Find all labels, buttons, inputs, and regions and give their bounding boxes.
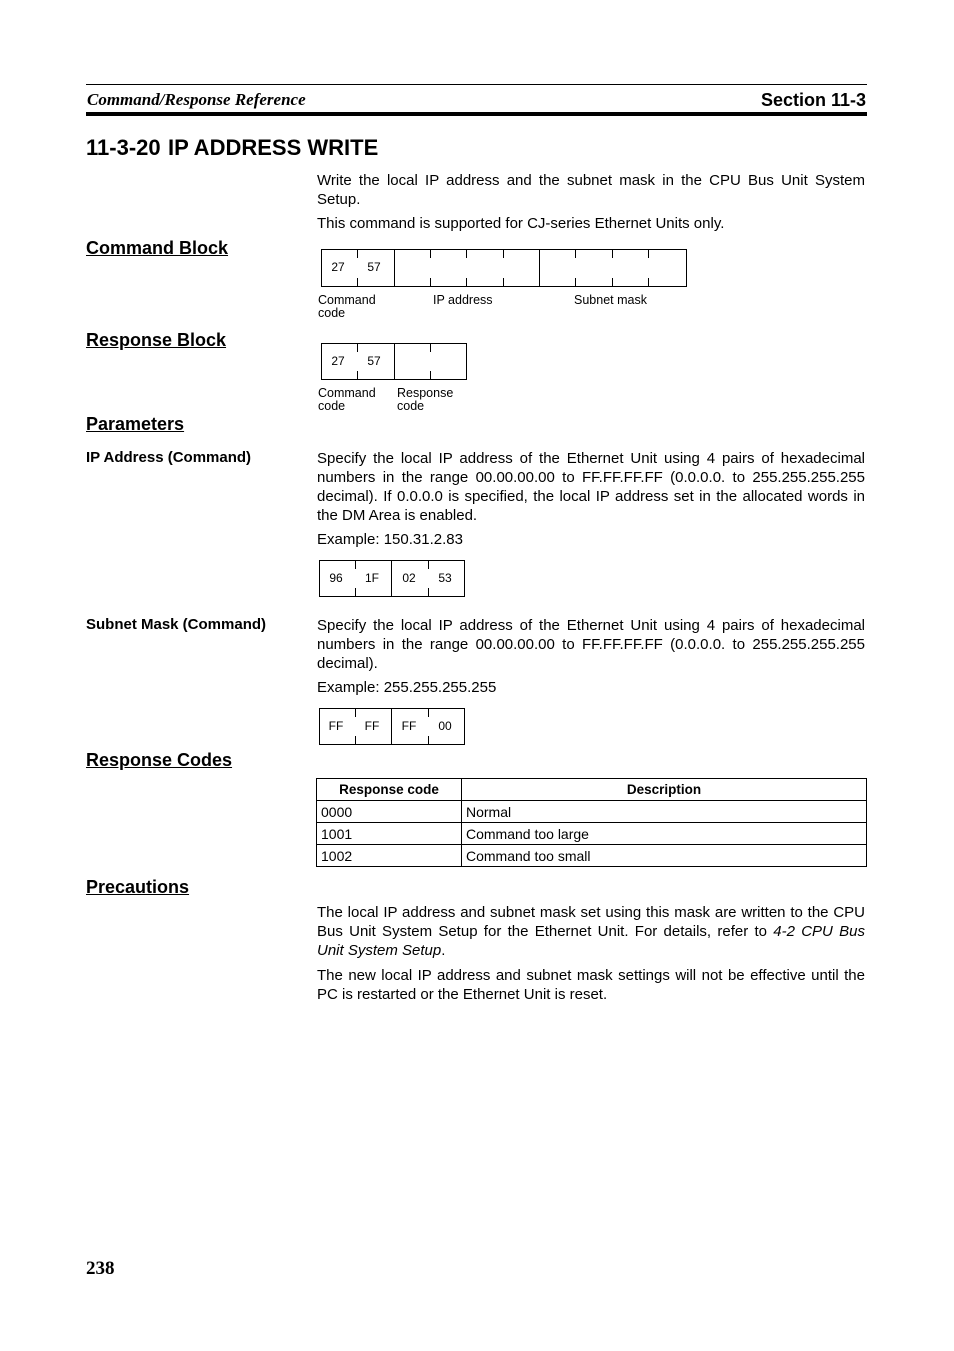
- ip-address-param-label: IP Address (Command): [86, 449, 252, 466]
- response-codes-table: [316, 778, 867, 867]
- ip-address-example: Example: 150.31.2.83: [317, 531, 463, 548]
- byte-tick: [357, 371, 358, 380]
- intro-paragraph-2: This command is supported for CJ-series Ethernet Units only.: [317, 215, 725, 232]
- byte-tick: [466, 249, 467, 258]
- running-header-title: Command/Response Reference: [87, 90, 306, 109]
- byte-tick: [430, 371, 431, 380]
- caption-line: code: [397, 399, 425, 413]
- response-codes-heading: Response Codes: [86, 750, 233, 770]
- response-code-cell: 0000: [317, 801, 462, 823]
- byte-tick: [430, 249, 431, 258]
- ip-byte: 53: [438, 571, 452, 585]
- subnet-mask-param-text: Specify the local IP address of the Ethernet Unit using 4 pairs of hexadecimal numbers in the range 00.00.00.00 to FF.FF.FF.FF (0.0.0.0. to 255.255.255.255 decimal).: [317, 617, 865, 672]
- command-byte: 27: [331, 260, 345, 274]
- ip-byte: 02: [402, 571, 416, 585]
- subnet-mask-example: Example: 255.255.255.255: [317, 679, 497, 696]
- command-block-heading: Command Block: [86, 238, 229, 258]
- divider: [394, 249, 395, 287]
- header-rule-top: [86, 84, 867, 85]
- response-code-cell: 1002: [317, 845, 462, 867]
- ip-byte: 96: [329, 571, 343, 585]
- header-rule-bottom: [86, 112, 867, 116]
- column-header: Response code: [317, 779, 462, 801]
- byte-tick: [575, 278, 576, 287]
- section-number: 11-3-20: [86, 135, 161, 160]
- caption-command-code: [318, 387, 376, 413]
- caption-line: Response: [397, 386, 454, 400]
- response-block-heading: Response Block: [86, 330, 227, 350]
- parameters-heading: Parameters: [86, 414, 185, 434]
- description-cell: Command too small: [462, 845, 867, 867]
- precautions-text: .: [441, 942, 446, 959]
- byte-tick: [648, 249, 649, 258]
- caption-ip-address: IP address: [433, 293, 493, 307]
- column-header: Description: [462, 779, 867, 801]
- subnet-byte: FF: [364, 719, 380, 733]
- caption-line: code: [318, 306, 346, 320]
- divider: [539, 249, 540, 287]
- page-title: [86, 135, 378, 161]
- byte-tick: [648, 278, 649, 287]
- precautions-heading: Precautions: [86, 877, 190, 897]
- response-byte: 27: [331, 354, 345, 368]
- response-byte: 57: [367, 354, 381, 368]
- ip-address-param-text: Specify the local IP address of the Ethernet Unit using 4 pairs of hexadecimal numbers in the range 00.00.00.00 to FF.FF.FF.FF (0.0.0.0. to 255.255.255.255 decimal). If 0.0.0.0 is specified, the local IP address set in the allocated words in the DM Area is enabled.: [317, 450, 865, 524]
- table-header-row: [317, 779, 867, 801]
- byte-tick: [575, 249, 576, 258]
- divider: [394, 343, 395, 380]
- subnet-byte: FF: [401, 719, 417, 733]
- byte-tick: [355, 708, 356, 717]
- page-number: 238: [86, 1258, 115, 1279]
- description-cell: Normal: [462, 801, 867, 823]
- precautions-text: The local IP address and subnet mask set using this mask are written to the CPU Bus Unit System Setup for the Ethernet Unit. For details, refer to: [317, 904, 865, 940]
- caption-line: Command: [318, 293, 376, 307]
- table-row: [317, 845, 867, 867]
- byte-tick: [428, 588, 429, 597]
- caption-command-code: [318, 294, 376, 320]
- byte-tick: [430, 278, 431, 287]
- byte-tick: [355, 736, 356, 745]
- byte-tick: [466, 278, 467, 287]
- byte-tick: [428, 736, 429, 745]
- description-cell: Command too large: [462, 823, 867, 845]
- subnet-byte: FF: [328, 719, 344, 733]
- byte-tick: [357, 249, 358, 258]
- caption-subnet-mask: Subnet mask: [574, 293, 647, 307]
- command-byte: 57: [367, 260, 381, 274]
- precautions-paragraph-1: [317, 903, 865, 960]
- subnet-mask-param-label: Subnet Mask (Command): [86, 616, 267, 633]
- byte-tick: [503, 278, 504, 287]
- byte-tick: [357, 343, 358, 352]
- byte-tick: [355, 560, 356, 569]
- byte-tick: [355, 588, 356, 597]
- precautions-paragraph-2: The new local IP address and subnet mask settings will not be effective until the PC is restarted or the Ethernet Unit is reset.: [317, 967, 865, 1003]
- byte-tick: [430, 343, 431, 352]
- caption-line: code: [318, 399, 346, 413]
- byte-tick: [428, 560, 429, 569]
- intro-paragraph-1: Write the local IP address and the subnet mask in the CPU Bus Unit System Setup.: [317, 172, 865, 208]
- byte-tick: [503, 249, 504, 258]
- byte-tick: [428, 708, 429, 717]
- byte-tick: [612, 278, 613, 287]
- section-label: Section 11-3: [760, 90, 866, 110]
- ip-byte: 1F: [364, 571, 379, 585]
- response-code-cell: 1001: [317, 823, 462, 845]
- caption-line: Command: [318, 386, 376, 400]
- table-row: [317, 823, 867, 845]
- section-title: IP ADDRESS WRITE: [168, 135, 379, 160]
- subnet-byte: 00: [438, 719, 452, 733]
- cross-reference: 4-2 CPU Bus Unit System Setup: [317, 923, 865, 959]
- caption-response-code: [397, 387, 453, 413]
- table-row: [317, 801, 867, 823]
- byte-tick: [357, 278, 358, 287]
- byte-tick: [612, 249, 613, 258]
